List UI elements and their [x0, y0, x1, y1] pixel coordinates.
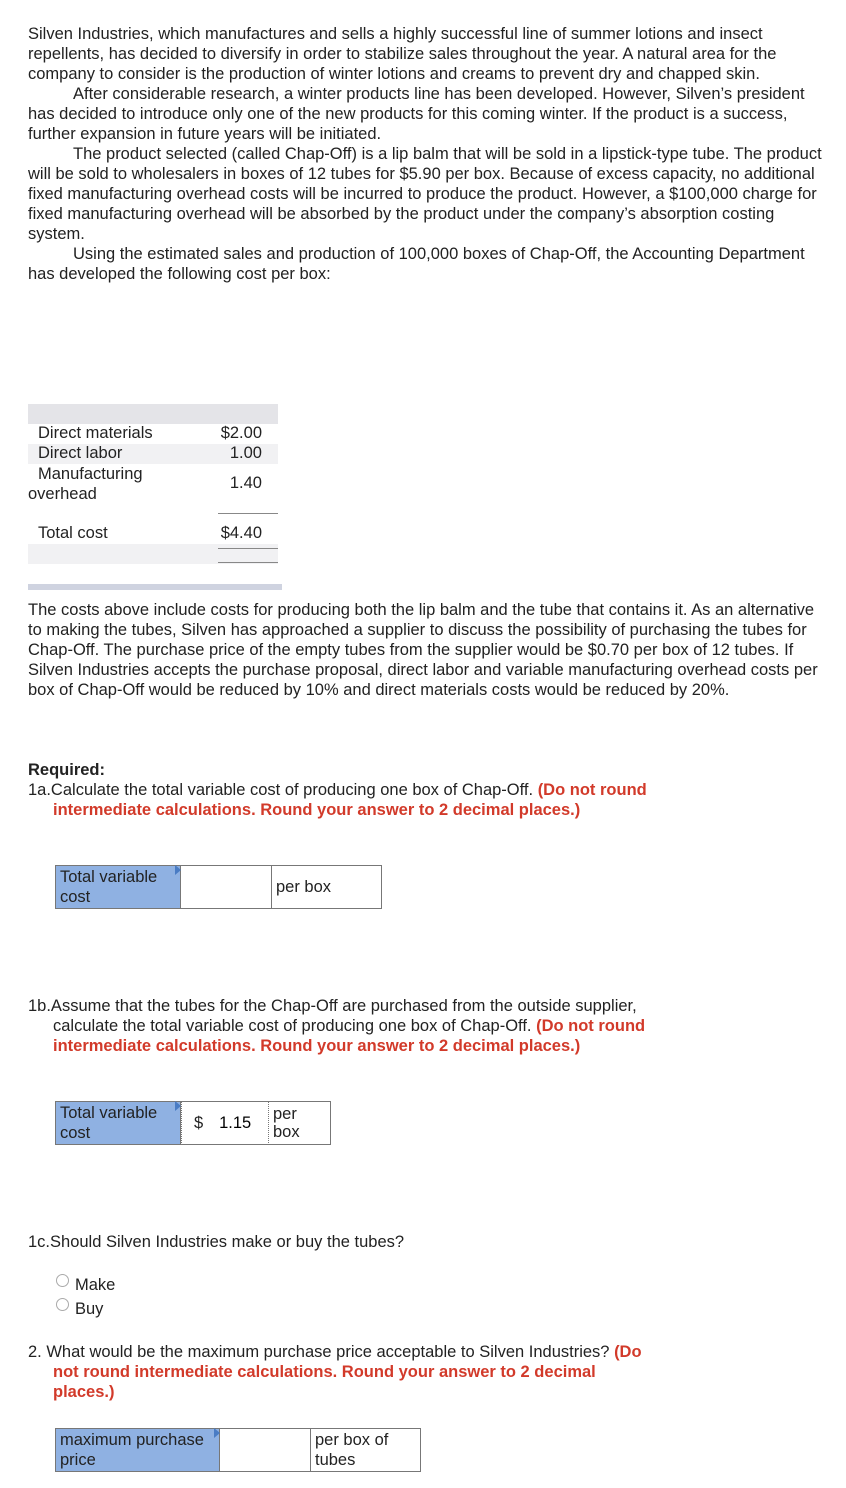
- intro-paragraph-1: Silven Industries, which manufactures and sells a highly successful line of summer lotions and insect repellents, has decided to diversify in order to stabilize sales throughout the year. A natural area for the company to consider is the production of winter lotions and creams to prevent dry and chapped skin.: [28, 25, 777, 83]
- cost-total-value: $4.40: [220, 524, 262, 542]
- radio-option-buy[interactable]: [56, 1300, 103, 1319]
- question-2-note: (Do not round intermediate calculations. Round your answer to 2 decimal places.): [53, 1343, 642, 1401]
- answer-1b-unit: per box: [273, 1105, 300, 1141]
- subtotal-rule: [218, 513, 278, 514]
- currency-symbol: $: [194, 1113, 204, 1132]
- answer-1b-box: [55, 1101, 331, 1145]
- question-1b-note: (Do not round intermediate calculations. Round your answer to 2 decimal places.): [53, 1017, 646, 1055]
- required-heading: Required:: [28, 761, 106, 779]
- maximum-purchase-price-input[interactable]: [220, 1429, 311, 1471]
- question-1c-text: 1c.Should Silven Industries make or buy the tubes?: [28, 1233, 405, 1251]
- radio-option-make[interactable]: [56, 1276, 115, 1295]
- answer-1a-box: [55, 865, 382, 909]
- question-2: [28, 1342, 653, 1402]
- intro-paragraph-3: The product selected (called Chap-Off) is a lip balm that will be sold in a lipstick-type tube. The product will be sold to wholesalers in boxes of 12 tubes for $5.90 per box. Because of excess capacity, no additional fixed manufacturing overhead costs will be incurred to produce the product. However, a $100,000 charge for fixed manufacturing overhead will be absorbed by the product under the company’s absorption costing system.: [28, 145, 822, 243]
- cost-row-value: $2.00: [220, 424, 262, 442]
- answer-1b-field: [181, 1101, 269, 1145]
- question-2-text: 2. What would be the maximum purchase price acceptable to Silven Industries?: [28, 1343, 610, 1361]
- cost-row-value: 1.40: [229, 474, 262, 492]
- answer-2-box: [55, 1428, 421, 1472]
- total-double-rule-2: [218, 562, 278, 563]
- question-1b: [28, 996, 683, 1056]
- problem-intro: [28, 24, 828, 284]
- total-variable-cost-input[interactable]: [181, 866, 272, 908]
- answer-1b-label: Total variable cost: [56, 1102, 181, 1144]
- radio-circle-icon[interactable]: [56, 1274, 69, 1287]
- intro-paragraph-4: Using the estimated sales and production of 100,000 boxes of Chap-Off, the Accounting Department has developed the following cost per box:: [28, 245, 805, 283]
- cost-row-label: Direct labor: [38, 444, 123, 462]
- cost-row-value: 1.00: [229, 444, 262, 462]
- question-1a-note: (Do not round intermediate calculations. Round your answer to 2 decimal places.): [53, 781, 647, 819]
- answer-1a-unit: per box: [276, 878, 332, 896]
- question-1a: [28, 780, 683, 820]
- answer-1a-label: Total variable cost: [56, 866, 181, 908]
- intro-paragraph-2: After considerable research, a winter products line has been developed. However, Silven’s president has decided to introduce only one of the new products for this coming winter. If the product is a success, further expansion in future years will be initiated.: [28, 85, 805, 143]
- radio-label: Make: [75, 1276, 116, 1294]
- cost-total-label: Total cost: [38, 524, 108, 542]
- total-double-rule-1: [218, 548, 278, 549]
- total-variable-cost-purchased-input[interactable]: [203, 1114, 253, 1133]
- answer-2-label: maximum purchase price: [56, 1429, 220, 1471]
- radio-label: Buy: [75, 1300, 104, 1318]
- cost-row-label: Direct materials: [38, 424, 153, 442]
- question-1a-text: 1a.Calculate the total variable cost of producing one box of Chap-Off.: [28, 781, 534, 799]
- answer-2-unit: per box of tubes: [315, 1431, 389, 1469]
- radio-circle-icon[interactable]: [56, 1298, 69, 1311]
- cost-row-label: Manufacturing overhead: [28, 465, 143, 503]
- question-1b-text: 1b.Assume that the tubes for the Chap-Off are purchased from the outside supplier, calculate the total variable cost of producing one box of Chap-Off.: [28, 997, 637, 1035]
- alternative-paragraph: The costs above include costs for producing both the lip balm and the tube that contains it. As an alternative to making the tubes, Silven has approached a supplier to discuss the possibility of purchasing the tubes for Chap-Off. The purchase price of the empty tubes from the supplier would be $0.70 per box of 12 tubes. If Silven Industries accepts the purchase proposal, direct labor and variable manufacturing overhead costs per box of Chap-Off would be reduced by 10% and direct materials costs would be reduced by 20%.: [28, 601, 818, 699]
